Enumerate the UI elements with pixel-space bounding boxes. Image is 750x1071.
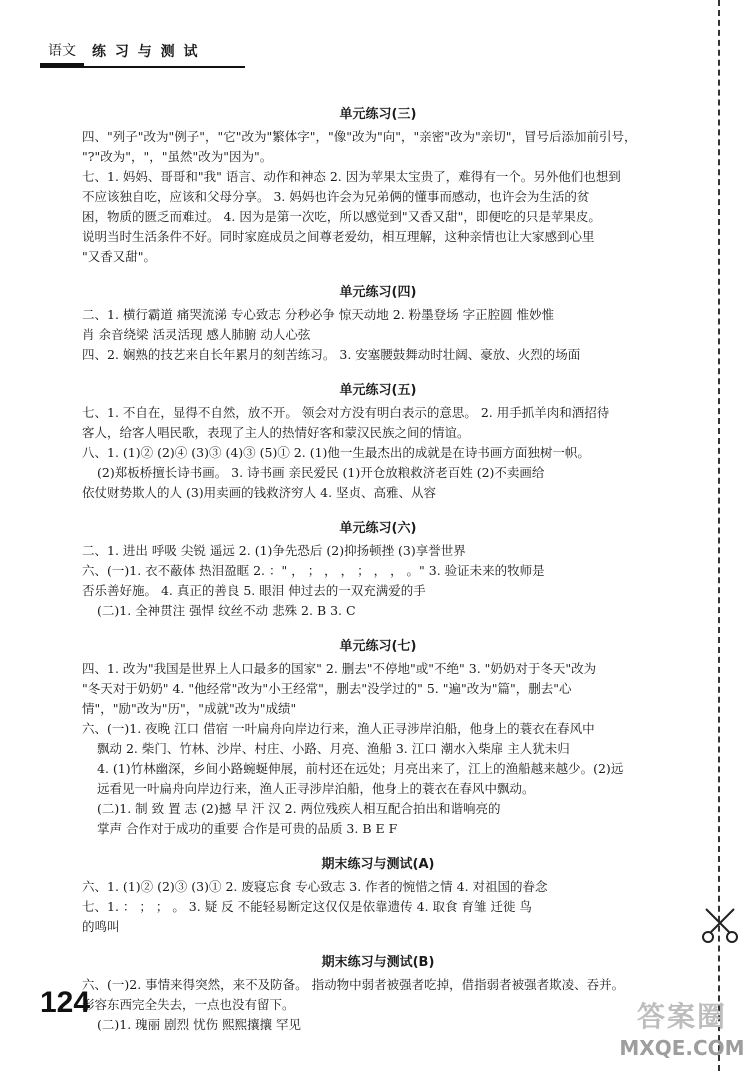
section-unit-5 — [82, 382, 674, 503]
watermark-line2: MXQE.COM — [619, 1036, 745, 1060]
section-unit-4 — [82, 284, 674, 365]
answer-line: 四、"列子"改为"例子"，"它"改为"繁体字"，"像"改为"向"，"亲密"改为"亲切"，冒号后添加前引号， — [82, 129, 637, 144]
section-final-b — [82, 954, 674, 1035]
answer-line: 七、1. 不自在，显得不自然，放不开。 领会对方没有明白表示的意思。 2. 用手抓羊肉和酒招待 — [82, 405, 610, 420]
answer-line: 说明当时生活条件不好。同时家庭成员之间尊老爱幼，相互理解，这种亲情也让大家感到心里 — [82, 229, 595, 244]
answer-line: 四、1. 改为"我国是世界上人口最多的国家" 2. 删去"不停地"或"不绝" 3. "奶奶对于冬天"改为 — [82, 661, 597, 676]
answer-line: 六、(一)1. 夜晚 江口 借宿 一叶扁舟向岸边行来，渔人正寻涉岸泊船，他身上的蓑衣在春风中 — [82, 721, 595, 736]
answer-line: 的鸣叫 — [82, 919, 120, 934]
subject-label: 语文 — [40, 36, 84, 66]
answer-line: "冬天对于奶奶" 4. "他经常"改为"小王经常"，删去"没学过的" 5. "遍"改为"篇"，删去"心 — [82, 681, 572, 696]
answer-content — [82, 106, 674, 1052]
answer-line: 掌声 合作对于成功的重要 合作是可贵的品质 3. B E F — [97, 821, 398, 836]
answer-line: 情"，"励"改为"历"，"成就"改为"成绩" — [82, 701, 297, 716]
header-rule — [40, 66, 245, 68]
book-title: 练 习 与 测 试 — [92, 44, 200, 60]
answer-line: 八、1. (1)② (2)④ (3)③ (4)③ (5)① 2. (1)他一生最杰出的成就是在诗书画方面独树一帜。 — [82, 445, 590, 460]
section-title: 单元练习(三) — [339, 107, 417, 122]
section-unit-7 — [82, 638, 674, 839]
section-title: 期末练习与测试(B) — [321, 955, 435, 970]
section-title: 单元练习(七) — [339, 639, 417, 654]
section-unit-6 — [82, 520, 674, 621]
answer-line: 不应该独自吃，应该和父母分享。 3. 妈妈也许会为兄弟俩的懂事而感动，也许会为生活的贫 — [82, 189, 590, 204]
answer-line: 依仗财势欺人的人 (3)用卖画的钱救济穷人 4. 坚贞、高雅、从容 — [82, 485, 437, 500]
answer-line: 六、(一)1. 衣不蔽体 热泪盈眶 2. ：" ， ； ， ， ； ， ， 。" 3. 验证未来的牧师是 — [82, 563, 545, 578]
watermark-line1: 答案圈 — [636, 1000, 727, 1033]
answer-line: (二)1. 全神贯注 强悍 纹丝不动 悲殊 2. B 3. C — [97, 603, 356, 618]
section-title: 单元练习(六) — [339, 521, 417, 536]
answer-line: 形容东西完全失去，一点也没有留下。 — [82, 997, 295, 1012]
section-title: 单元练习(五) — [339, 383, 417, 398]
answer-line: 肖 余音绕梁 活灵活现 感人肺腑 动人心弦 — [82, 327, 311, 342]
answer-line: 客人，给客人唱民歌，表现了主人的热情好客和蒙汉民族之间的情谊。 — [82, 425, 470, 440]
answer-line: 否乐善好施。 4. 真正的善良 5. 眼泪 伸过去的一双充满爱的手 — [82, 583, 426, 598]
page-header — [40, 36, 270, 66]
section-title: 期末练习与测试(A) — [321, 857, 435, 872]
answer-line: 四、2. 娴熟的技艺来自长年累月的刻苦练习。 3. 安塞腰鼓舞动时壮阔、豪放、火烈的场面 — [82, 347, 581, 362]
answer-line: 七、1. ： ； ； 。 3. 疑 反 不能轻易断定这仅仅是依靠遗传 4. 取食 育雏 迁徙 鸟 — [82, 899, 532, 914]
watermark — [612, 998, 750, 1068]
page-number: 124 — [40, 986, 91, 1019]
answer-line: "又香又甜"。 — [82, 249, 156, 264]
answer-line: 二、1. 进出 呼吸 尖锐 遥远 2. (1)争先恐后 (2)抑扬顿挫 (3)享誉世界 — [82, 543, 466, 558]
answer-line: 七、1. 妈妈、哥哥和"我" 语言、动作和神态 2. 因为苹果太宝贵了，难得有一个。另外他们也想到 — [82, 169, 621, 184]
section-final-a — [82, 856, 674, 937]
answer-line: (2)郑板桥擅长诗书画。 3. 诗书画 亲民爱民 (1)开仓放粮救济老百姓 (2)不卖画给 — [97, 465, 545, 480]
answer-line: 困，物质的匮乏而难过。 4. 因为是第一次吃，所以感觉到"又香又甜"，即便吃的只是苹果皮。 — [82, 209, 601, 224]
answer-line: (二)1. 瑰丽 剧烈 忧伤 熙熙攘攘 罕见 — [97, 1017, 302, 1032]
answer-line: "?"改为"，"，"虽然"改为"因为"。 — [82, 149, 273, 164]
answer-line: 远看见一叶扁舟向岸边行来，渔人正寻涉岸泊船，他身上的蓑衣在春风中飘动。 — [97, 781, 535, 796]
answer-line: 六、(一)2. 事情来得突然，来不及防备。 指动物中弱者被强者吃掉，借指弱者被强者欺凌、吞并。 — [82, 977, 625, 992]
answer-line: 二、1. 横行霸道 痛哭流涕 专心致志 分秒必争 惊天动地 2. 粉墨登场 字正腔圆 惟妙惟 — [82, 307, 555, 322]
scissors-icon — [700, 905, 740, 945]
answer-line: 飘动 2. 柴门、竹林、沙岸、村庄、小路、月亮、渔船 3. 江口 潮水入柴扉 主人犹未归 — [97, 741, 570, 756]
section-title: 单元练习(四) — [339, 285, 417, 300]
answer-line: 六、1. (1)② (2)③ (3)① 2. 废寝忘食 专心致志 3. 作者的惋惜之情 4. 对祖国的眷念 — [82, 879, 548, 894]
answer-line: 4. (1)竹林幽深，乡间小路蜿蜒伸展，前村还在远处；月亮出来了，江上的渔船越来越少。(2)远 — [97, 761, 624, 776]
answer-line: (二)1. 制 致 置 志 (2)撼 早 汗 汉 2. 两位残疾人相互配合拍出和谐响亮的 — [97, 801, 501, 816]
section-unit-3 — [82, 106, 674, 267]
